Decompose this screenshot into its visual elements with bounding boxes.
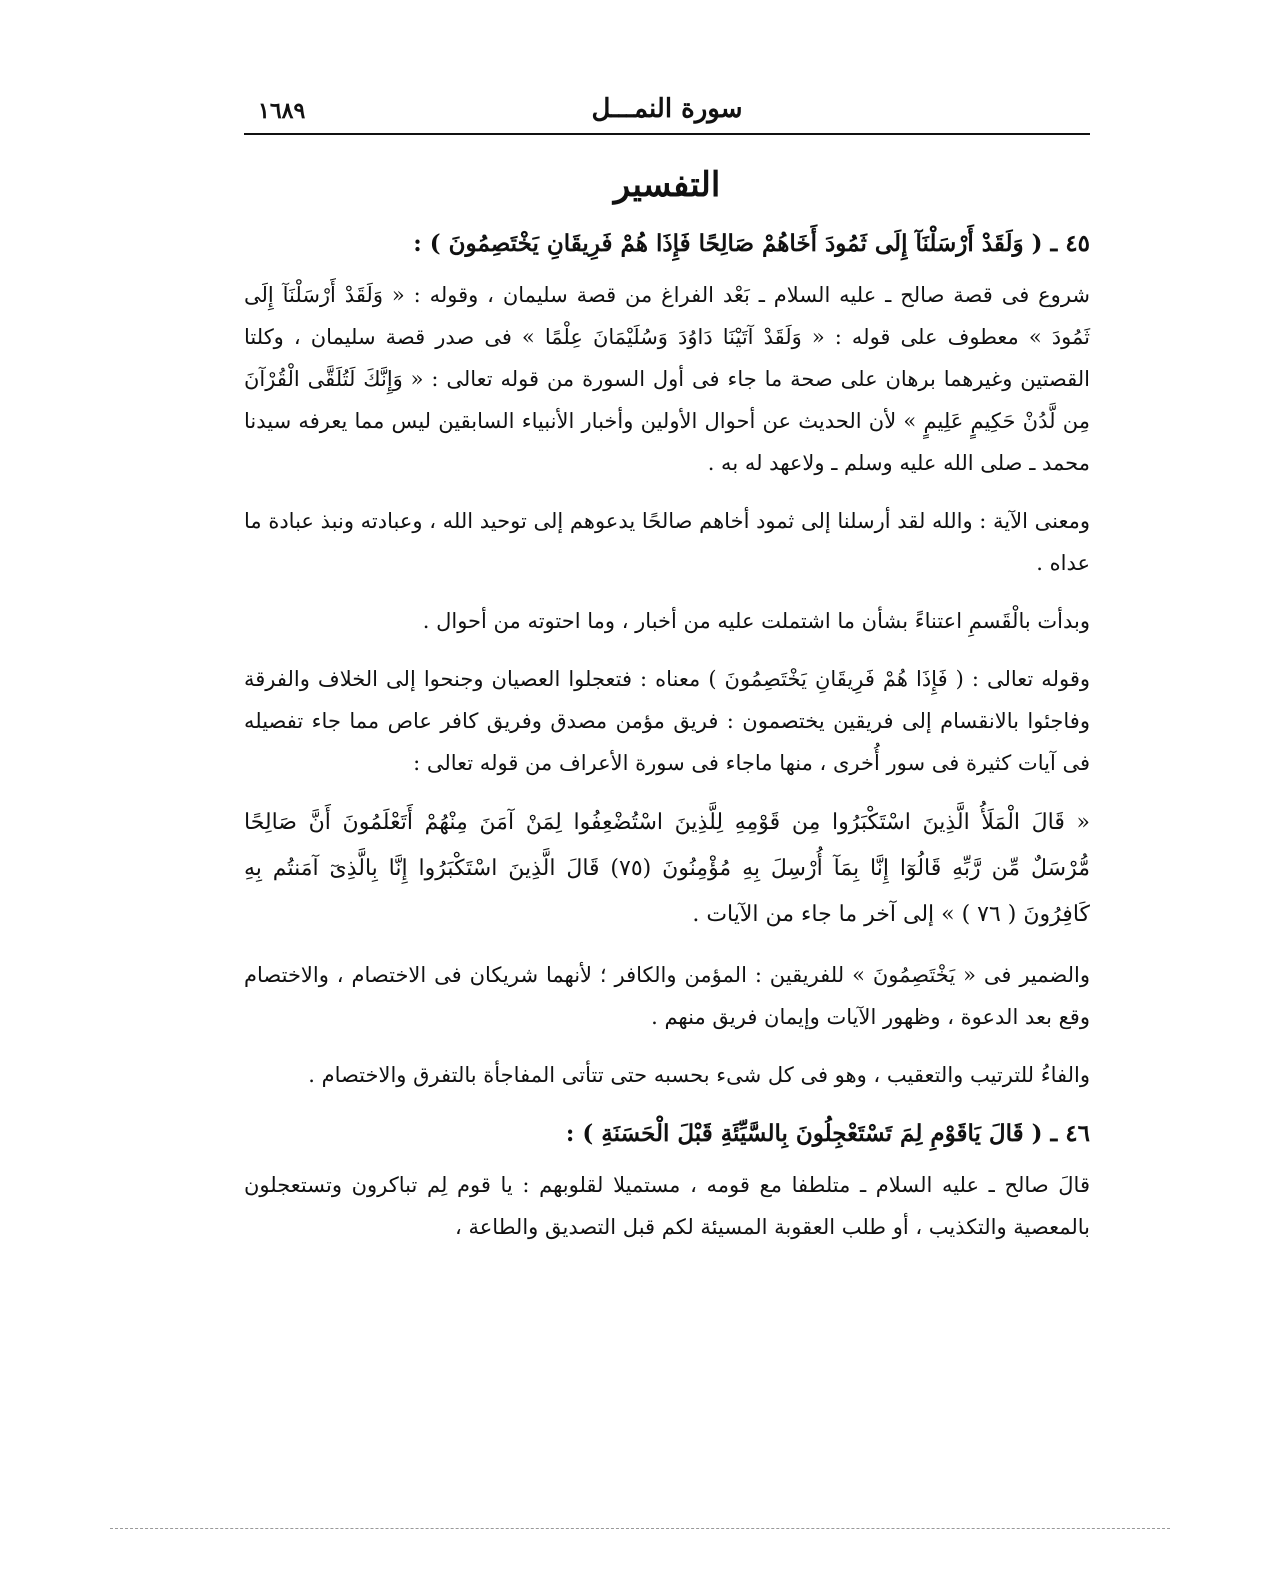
quran-quote-araf: « قَالَ الْمَلَأُ الَّذِينَ اسْتَكْبَرُوا مِن قَوْمِهِ لِلَّذِينَ اسْتُضْعِفُوا لِمَنْ آمَنَ مِنْهُمْ أَتَعْلَمُونَ أَنَّ صَالِحًا مُّرْسَلٌ مِّن رَّبِّهِ قَالُوٓا إِنَّا بِمَآ أُرْسِلَ بِهِ مُؤْمِنُونَ (٧٥) قَالَ الَّذِينَ اسْتَكْبَرُوا إِنَّا بِالَّذِىٓ آمَنتُم بِهِ كَافِرُونَ ( ٧٦ ) » إلى آخر ما جاء من الآيات . [244,810,1090,927]
body-text [244,222,1090,1248]
scan-bottom-edge [110,1528,1170,1529]
page-header [244,90,1090,130]
paragraph-oath: وبدأت بالْقَسمِ اعتناءً بشأن ما اشتملت عليه من أخبار ، وما احتوته من أحوال . [422,609,1090,633]
paragraph-pronoun: والضمير فى « يَخْتَصِمُونَ » للفريقين : المؤمن والكافر ؛ لأنهما شريكان فى الاختصام ، والاختصام وقع بعد الدعوة ، وظهور الآيات وإيمان فريق منهم . [244,963,1090,1029]
page-number: ١٦٨٩ [258,98,306,124]
surah-name: سورة النمـــل [591,94,743,124]
verse-45-heading: ٤٥ ـ ( وَلَقَدْ أَرْسَلْنَآ إِلَى ثَمُودَ أَخَاهُمْ صَالِحًا فَإِذَا هُمْ فَرِيقَانِ يَخْتَصِمُونَ ) : [413,230,1090,257]
header-divider [244,133,1090,135]
paragraph-meaning: ومعنى الآية : والله لقد أرسلنا إلى ثمود أخاهم صالحًا يدعوهم إلى توحيد الله ، وعبادته ونبذ عبادة ما عداه . [244,509,1090,575]
paragraph-intro: شروع فى قصة صالح ـ عليه السلام ـ بَعْد الفراغ من قصة سليمان ، وقوله : « وَلَقَدْ أَرْسَلْنَآ إِلَى ثَمُودَ » معطوف على قوله : « وَلَقَدْ آتَيْنَا دَاوُدَ وَسُلَيْمَانَ عِلْمًا » فى صدر قصة سليمان ، وكلتا القصتين وغيرهما برهان على صحة ما جاء فى أول السورة من قوله تعالى : « وَإِنَّكَ لَتُلَقَّى الْقُرْآنَ مِن لَّدُنْ حَكِيمٍ عَلِيمٍ » لأن الحديث عن أحوال الأولين وأخبار الأنبياء السابقين ليس مما يعرفه سيدنا محمد ـ صلى الله عليه وسلم ـ ولاعهد له به . [244,283,1090,475]
paragraph-two-groups: وقوله تعالى : ( فَإِذَا هُمْ فَرِيقَانِ يَخْتَصِمُونَ ) معناه : فتعجلوا العصيان وجنحوا إلى الخلاف والفرقة وفاجئوا بالانقسام إلى فريقين يختصمون : فريق مؤمن مصدق وفريق كافر عاص مما جاء تفصيله فى آيات كثيرة فى سور أُخرى ، منها ماجاء فى سورة الأعراف من قوله تعالى : [244,667,1090,775]
paragraph-salih-speech: قالَ صالح ـ عليه السلام ـ متلطفا مع قومه ، مستميلا لقلوبهم : يا قوم لِم تباكرون وتستعجلون بالمعصية والتكذيب ، أو طلب العقوبة المسيئة لكم قبل التصديق والطاعة ، [244,1173,1090,1239]
section-title: التفسير [613,165,721,205]
verse-46-heading: ٤٦ ـ ( قَالَ يَاقَوْمِ لِمَ تَسْتَعْجِلُونَ بِالسَّيِّئَةِ قَبْلَ الْحَسَنَةِ ) : [565,1120,1090,1147]
paragraph-fa: والفاءُ للترتيب والتعقيب ، وهو فى كل شىء بحسبه حتى تتأتى المفاجأة بالتفرق والاختصام . [308,1063,1090,1087]
